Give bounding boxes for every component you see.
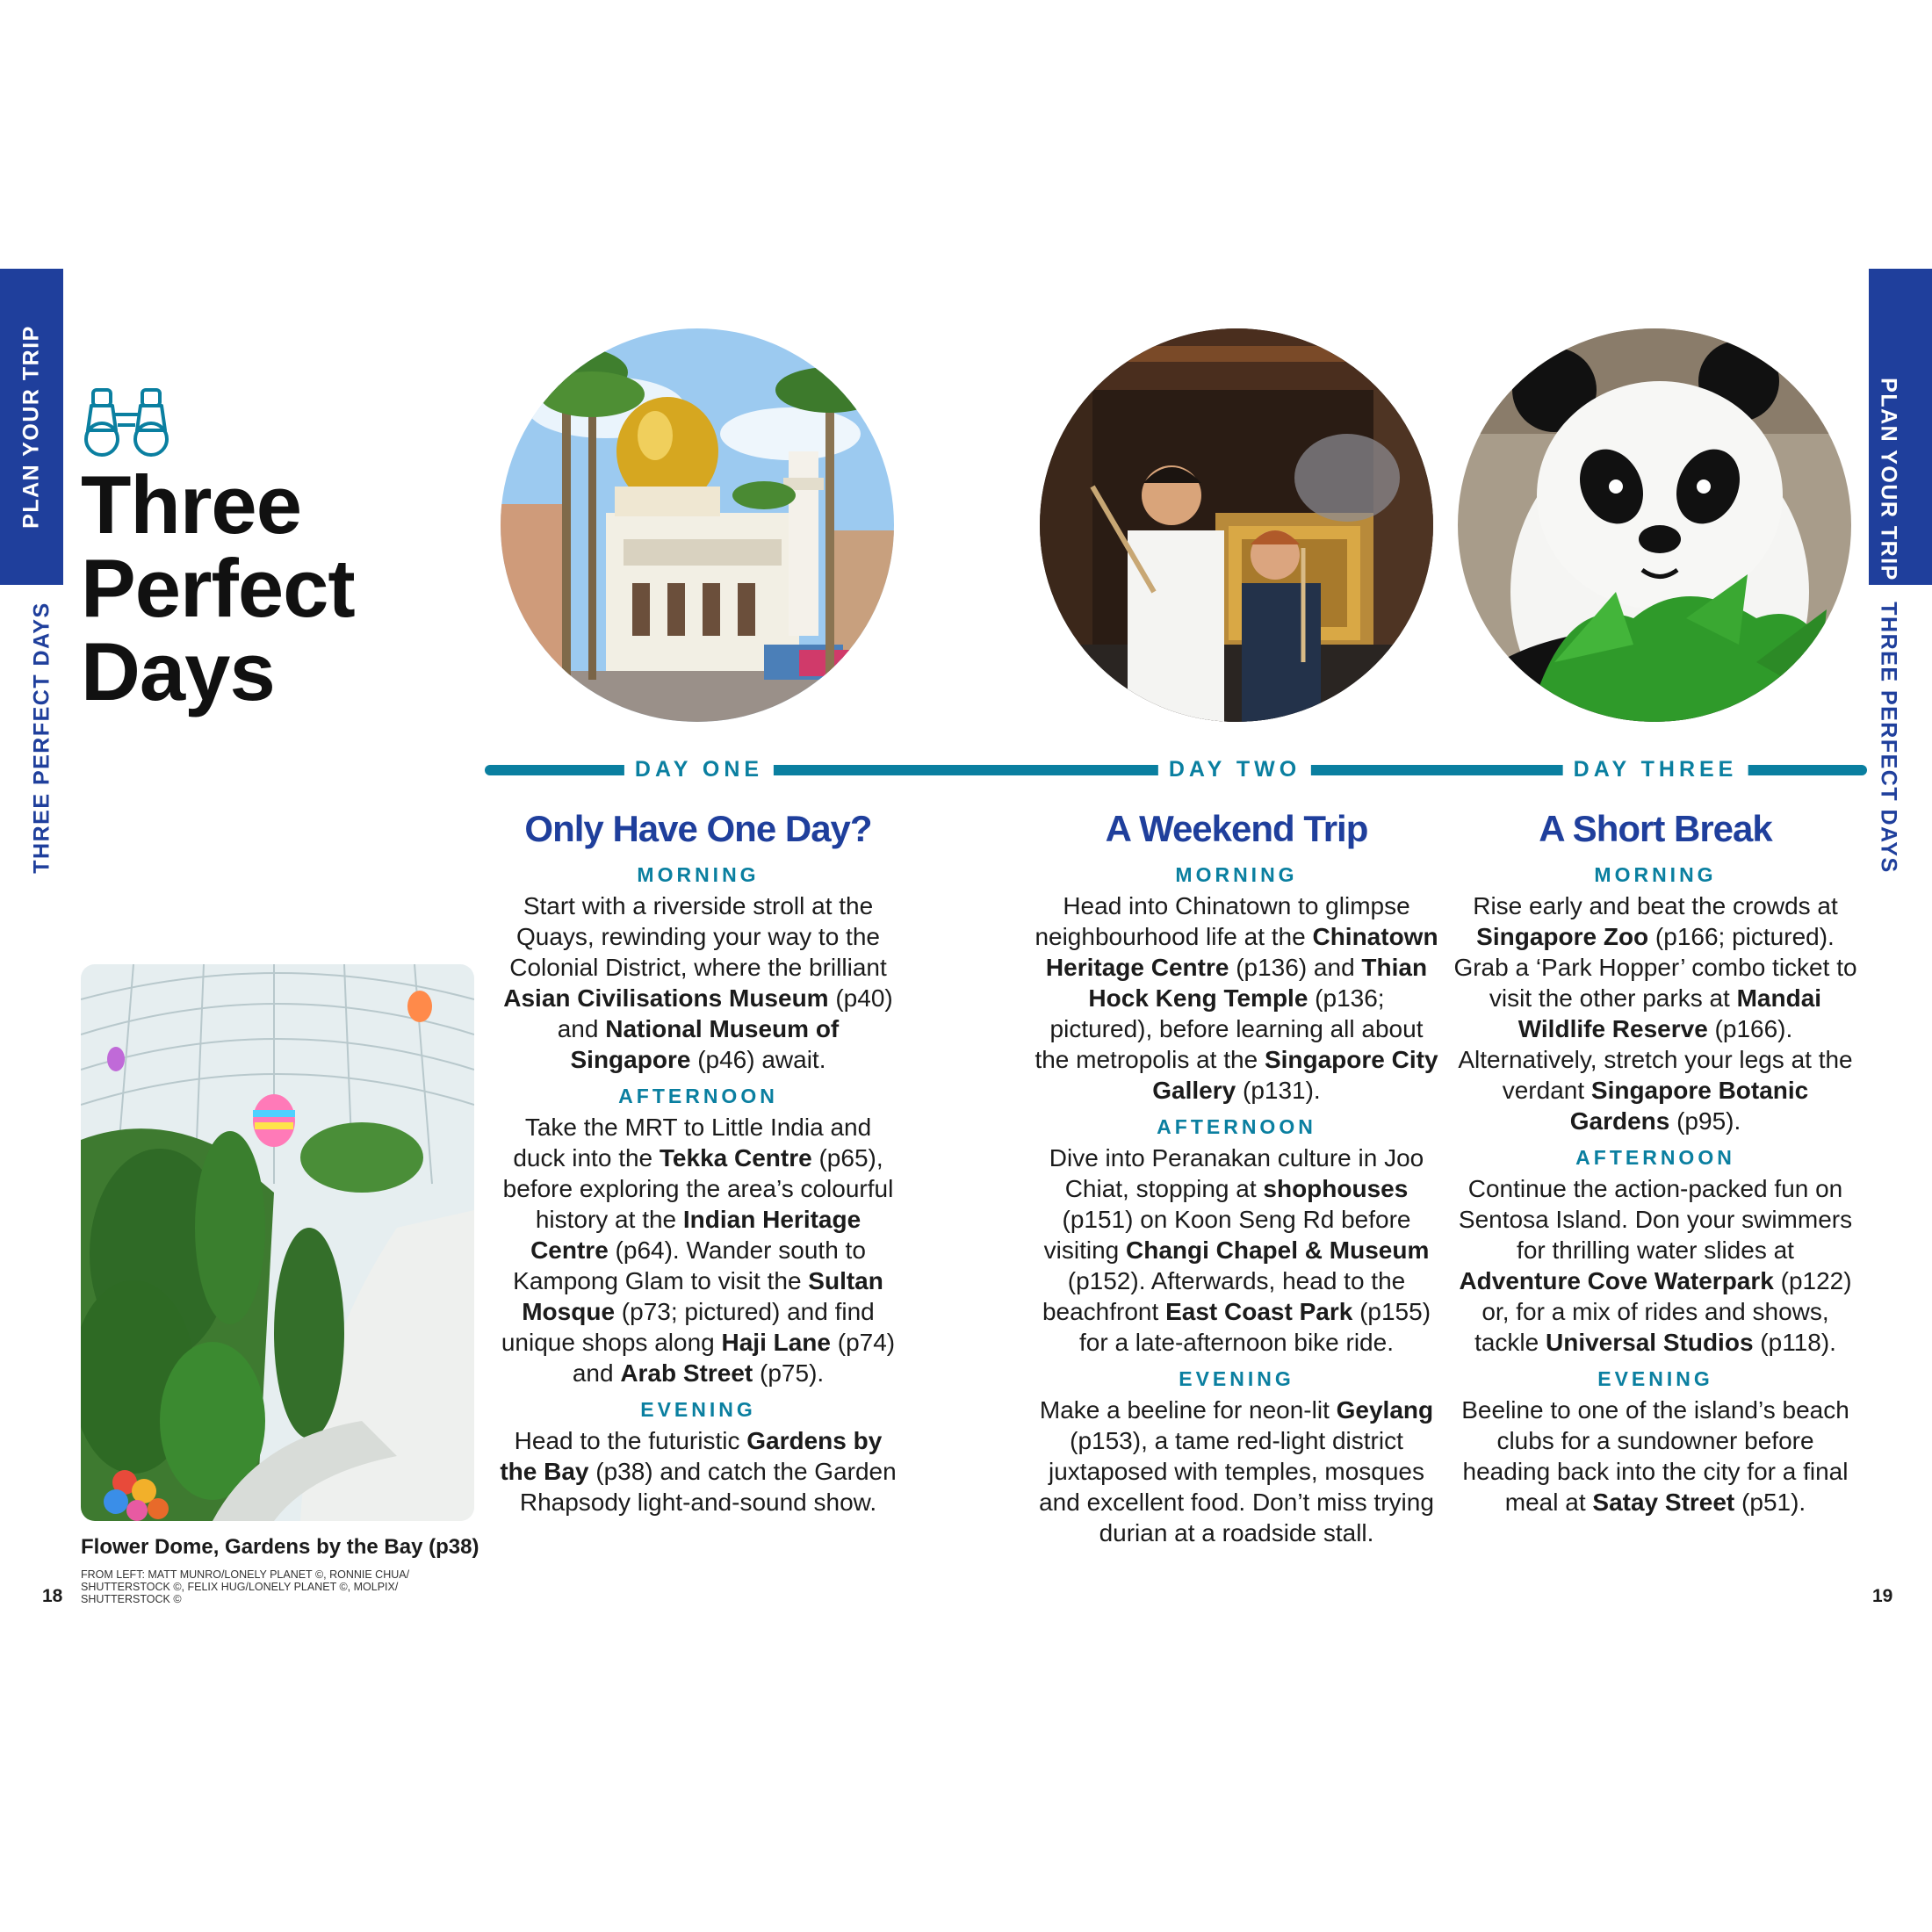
place-name: Mandai Wildlife Reserve bbox=[1517, 984, 1822, 1042]
text-segment: (p64). Wander south to Kampong Glam to visit the bbox=[513, 1236, 866, 1294]
itinerary-text bbox=[496, 1425, 900, 1517]
text-segment: (p151) on Koon Seng Rd before visiting bbox=[1043, 1206, 1411, 1264]
itinerary-text bbox=[1034, 1395, 1438, 1548]
place-name: Changi Chapel & Museum bbox=[1126, 1236, 1430, 1264]
text-segment: Head into Chinatown to glimpse neighbourhood life at the bbox=[1034, 892, 1410, 950]
itinerary-text bbox=[1034, 890, 1438, 1106]
text-segment: (p166; pictured). Grab a ‘Park Hopper’ combo ticket to visit the other parks at bbox=[1453, 923, 1857, 1012]
place-name: Universal Studios bbox=[1546, 1329, 1754, 1356]
text-segment: (p136; pictured), before learning all about the metropolis at the bbox=[1034, 984, 1424, 1073]
binoculars-icon bbox=[81, 385, 172, 458]
place-name: Haji Lane bbox=[721, 1329, 831, 1356]
text-segment: Beeline to one of the island’s beach clubs for a sundowner before heading back into the city for a final meal at bbox=[1461, 1396, 1849, 1516]
itinerary-text bbox=[496, 890, 900, 1075]
text-segment: (p75). bbox=[753, 1359, 825, 1387]
text-segment: Make a beeline for neon-lit bbox=[1039, 1396, 1337, 1424]
text-segment: (p95). bbox=[1669, 1107, 1741, 1135]
page-number-left: 18 bbox=[42, 1586, 63, 1606]
time-of-day-label: MORNING bbox=[1175, 863, 1298, 886]
text-segment: (p166). Alternatively, stretch your legs at the verdant bbox=[1458, 1015, 1853, 1104]
place-name: Gardens by the Bay bbox=[500, 1427, 883, 1485]
place-name: Geylang bbox=[1336, 1396, 1434, 1424]
time-of-day-label: MORNING bbox=[637, 863, 760, 886]
time-of-day-label: MORNING bbox=[1594, 863, 1717, 886]
place-name: Indian Heritage Centre bbox=[530, 1206, 861, 1264]
place-name: Arab Street bbox=[620, 1359, 753, 1387]
right-chapter-label: THREE PERFECT DAYS bbox=[1876, 602, 1901, 874]
text-segment: (p131). bbox=[1236, 1077, 1321, 1104]
text-segment: (p155) for a late-afternoon bike ride. bbox=[1079, 1298, 1431, 1356]
day-three-column bbox=[1453, 806, 1857, 1517]
place-name: Singapore City Gallery bbox=[1152, 1046, 1438, 1104]
text-segment: (p118). bbox=[1753, 1329, 1836, 1356]
text-segment: (p152). Afterwards, head to the beachfront bbox=[1042, 1267, 1406, 1325]
text-segment: (p136) and bbox=[1229, 954, 1362, 981]
time-of-day-label: EVENING bbox=[1597, 1367, 1713, 1390]
text-segment: Head to the futuristic bbox=[514, 1427, 747, 1454]
day-one-column bbox=[496, 806, 900, 1517]
day-heading: A Weekend Trip bbox=[1105, 808, 1368, 849]
place-name: Sultan Mosque bbox=[522, 1267, 883, 1325]
text-segment: Rise early and beat the crowds at bbox=[1473, 892, 1838, 919]
title-line-2: Perfect bbox=[81, 542, 355, 634]
text-segment: (p38) and catch the Garden Rhapsody light-and-sound show. bbox=[519, 1458, 897, 1516]
text-segment: (p74) and bbox=[572, 1329, 896, 1387]
text-segment: (p40) and bbox=[557, 984, 893, 1042]
text-segment: Start with a riverside stroll at the Quays, rewinding your way to the Colonial District, where the brilliant bbox=[509, 892, 887, 981]
day-heading: Only Have One Day? bbox=[524, 808, 872, 849]
title-line-1: Three bbox=[81, 458, 301, 551]
photo-credit: FROM LEFT: MATT MUNRO/LONELY PLANET ©, RONNIE CHUA/ SHUTTERSTOCK ©, FELIX HUG/LONELY PLANET ©, MOLPIX/ SHUTTERSTOCK © bbox=[81, 1568, 410, 1605]
text-segment: Take the MRT to Little India and duck into the bbox=[513, 1114, 872, 1171]
text-segment: Dive into Peranakan culture in Joo Chiat, stopping at bbox=[1049, 1144, 1424, 1202]
itinerary-text bbox=[1453, 1395, 1857, 1517]
time-of-day-label: AFTERNOON bbox=[618, 1085, 778, 1107]
text-segment: (p51). bbox=[1734, 1489, 1806, 1516]
place-name: Asian Civilisations Museum bbox=[503, 984, 829, 1012]
timeline-day-two: DAY TWO bbox=[1158, 757, 1311, 782]
place-name: Singapore Zoo bbox=[1476, 923, 1649, 950]
page-title bbox=[81, 458, 355, 717]
timeline-day-one: DAY ONE bbox=[624, 757, 774, 782]
place-name: Satay Street bbox=[1592, 1489, 1735, 1516]
left-section-tab-label: PLAN YOUR TRIP bbox=[18, 325, 44, 529]
time-of-day-label: AFTERNOON bbox=[1575, 1146, 1735, 1169]
panda-photo bbox=[1458, 328, 1851, 722]
left-chapter-label: THREE PERFECT DAYS bbox=[29, 602, 54, 874]
time-of-day-label: EVENING bbox=[640, 1398, 756, 1421]
place-name: East Coast Park bbox=[1165, 1298, 1353, 1325]
itinerary-text bbox=[1453, 1173, 1857, 1358]
time-of-day-label: AFTERNOON bbox=[1157, 1115, 1316, 1138]
place-name: Chinatown Heritage Centre bbox=[1045, 923, 1438, 981]
title-line-3: Days bbox=[81, 625, 275, 717]
itinerary-text bbox=[1453, 890, 1857, 1136]
text-segment: (p65), before exploring the area’s colourful history at the bbox=[502, 1144, 894, 1233]
itinerary-text bbox=[1034, 1143, 1438, 1358]
day-two-column bbox=[1034, 806, 1438, 1548]
place-name: Tekka Centre bbox=[659, 1144, 812, 1171]
place-name: Adventure Cove Waterpark bbox=[1459, 1267, 1774, 1294]
place-name: Thian Hock Keng Temple bbox=[1088, 954, 1428, 1012]
page-number-right: 19 bbox=[1872, 1586, 1893, 1606]
text-segment: (p153), a tame red-light district juxtaposed with temples, mosques and excellent food. Don’t miss trying durian at a roadside stall. bbox=[1039, 1427, 1434, 1546]
place-name: shophouses bbox=[1263, 1175, 1409, 1202]
timeline-day-three: DAY THREE bbox=[1563, 757, 1748, 782]
photo-caption: Flower Dome, Gardens by the Bay (p38) bbox=[81, 1535, 479, 1559]
text-segment: (p46) await. bbox=[690, 1046, 826, 1073]
itinerary-text bbox=[496, 1112, 900, 1388]
text-segment: Continue the action-packed fun on Sentosa Island. Don your swimmers for thrilling water slides at bbox=[1458, 1175, 1853, 1264]
sultan-mosque-photo bbox=[501, 328, 894, 722]
thian-hock-keng-temple-photo bbox=[1040, 328, 1433, 722]
place-name: National Museum of Singapore bbox=[570, 1015, 840, 1073]
flower-dome-photo bbox=[81, 964, 474, 1521]
right-section-tab-label: PLAN YOUR TRIP bbox=[1876, 378, 1901, 581]
text-segment: (p73; pictured) and find unique shops along bbox=[501, 1298, 875, 1356]
place-name: Singapore Botanic Gardens bbox=[1569, 1077, 1809, 1135]
text-segment: (p122) or, for a mix of rides and shows, tackle bbox=[1474, 1267, 1852, 1356]
time-of-day-label: EVENING bbox=[1179, 1367, 1294, 1390]
day-heading: A Short Break bbox=[1539, 808, 1772, 849]
